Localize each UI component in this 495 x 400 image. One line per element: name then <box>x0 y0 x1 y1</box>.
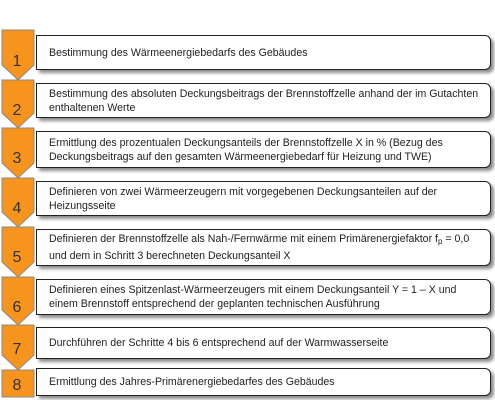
step-number-2: 2 <box>12 102 22 119</box>
step-box-3 <box>36 131 491 168</box>
step-text-5 <box>49 232 484 263</box>
step-text-8: Ermittlung des Jahres-Primärenergiebedarfes des Gebäudes <box>49 376 335 388</box>
step-text-2: Bestimmung des absoluten Deckungsbeitrags der Brennstoffzelle anhand der im Gutachten enthaltenen Werte <box>49 87 479 114</box>
step-text-3: Ermittlung des prozentualen Deckungsanteils der Brennstoffzelle X in % (Bezug des Deckungsbeitrags auf den gesamten Wärmeenergiebedarf für Heizung und TWE) <box>49 136 443 163</box>
step-box-8 <box>36 368 491 396</box>
step-number-3: 3 <box>12 150 22 167</box>
step-box-2 <box>36 83 491 118</box>
step-number-7: 7 <box>12 341 22 358</box>
step-box-5 <box>36 229 491 266</box>
step-box-1 <box>36 35 491 70</box>
step-box-7 <box>36 327 491 359</box>
step-number-8: 8 <box>12 377 22 394</box>
step-box-6 <box>36 279 491 315</box>
step-text-5-part2: = 0,0 und dem in Schritt 3 berechneten Deckungsanteil X <box>49 233 470 262</box>
step-number-5: 5 <box>12 249 22 266</box>
step-number-4: 4 <box>12 200 22 217</box>
step-text-7: Durchführen der Schritte 4 bis 6 entsprechend auf der Warmwasserseite <box>49 337 389 349</box>
step-text-1: Bestimmung des Wärmeenergiebedarfs des Gebäudes <box>49 46 308 59</box>
step-number-1: 1 <box>12 53 22 70</box>
step-text-5-part1: Definieren der Brennstoffzelle als Nah-/Fernwärme mit einem Primärenergiefaktor f <box>49 233 438 245</box>
step-box-4 <box>36 181 491 216</box>
step-text-6: Definieren eines Spitzenlast-Wärmeerzeugers mit einem Deckungsanteil Y = 1 – X und einem Brennstoff entsprechend der geplanten technischen Ausführung <box>49 284 457 310</box>
step-text-5-subscript: p <box>438 237 443 246</box>
step-text-4: Definieren von zwei Wärmeerzeugern mit vorgegebenen Deckungsanteilen auf der Heizungsseite <box>49 185 438 212</box>
step-number-6: 6 <box>12 299 22 316</box>
